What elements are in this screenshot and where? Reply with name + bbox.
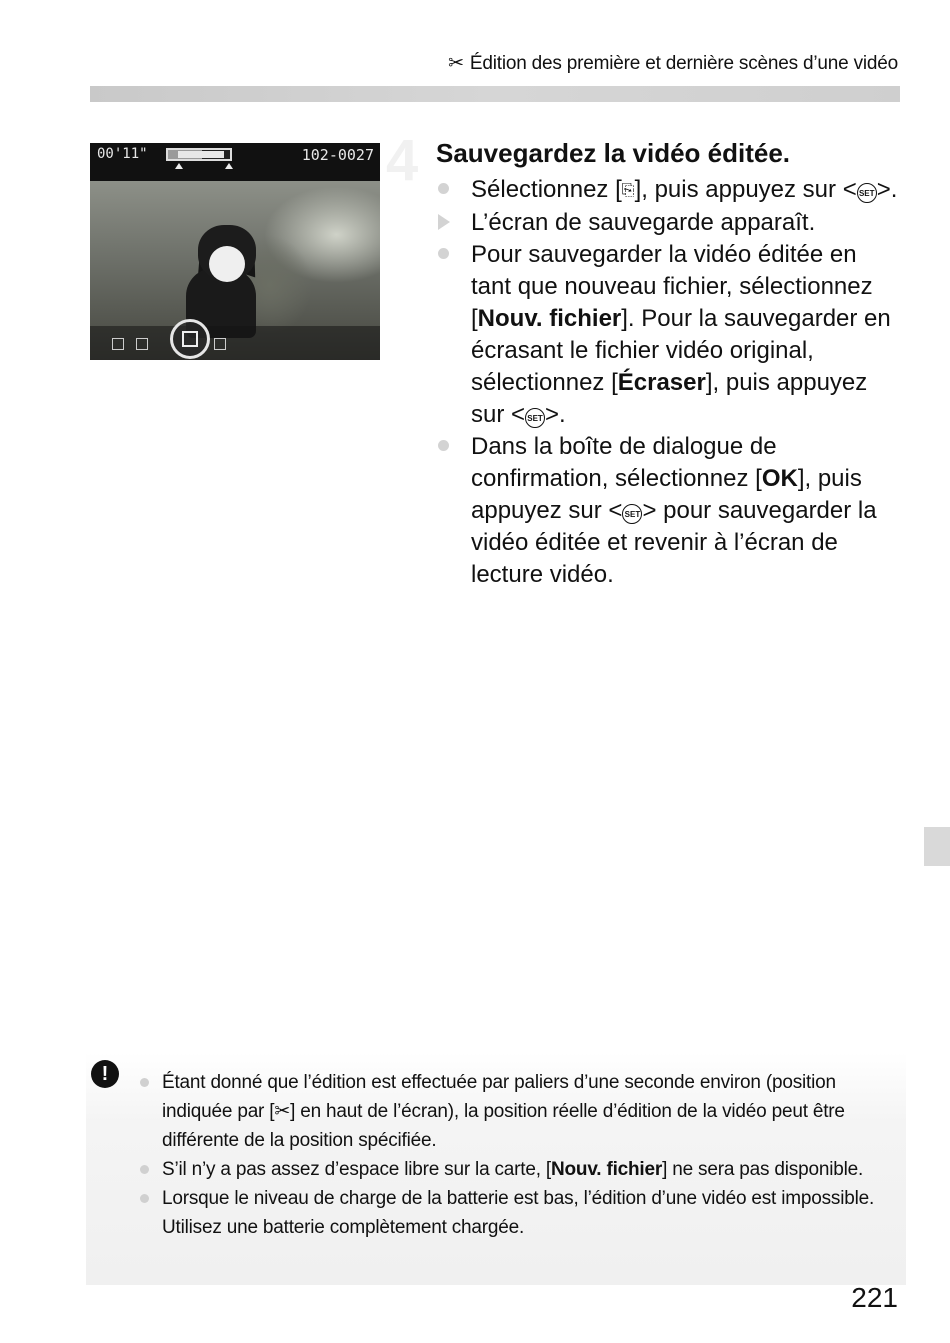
scissors-icon: ✂ bbox=[448, 53, 464, 74]
caution-icon: ! bbox=[91, 1060, 119, 1088]
set-button-icon: SET bbox=[622, 504, 642, 524]
bullet-item: L’écran de sauvegarde apparaît. bbox=[438, 207, 898, 239]
save-icon: ⎘ bbox=[621, 182, 635, 199]
section-title: Édition des première et dernière scènes d’une vidéo bbox=[469, 53, 898, 74]
edit-start-marker bbox=[175, 163, 183, 169]
step-title: Sauvegardez la vidéo éditée. bbox=[436, 138, 791, 168]
set-button-icon: SET bbox=[857, 183, 877, 203]
bullet-dot-icon bbox=[140, 1078, 149, 1087]
dog-face bbox=[209, 246, 245, 282]
page-number: 221 bbox=[851, 1282, 898, 1313]
screen-control-bar bbox=[90, 326, 380, 360]
header-divider-bar bbox=[90, 86, 900, 102]
cut-end-icon bbox=[136, 338, 148, 350]
cut-start-icon bbox=[112, 338, 124, 350]
set-button-icon: SET bbox=[525, 408, 545, 428]
caution-item: Lorsque le niveau de charge de la batterie est bas, l’édition d’une vidéo est impossible. Utilisez une batterie complètement chargée. bbox=[137, 1184, 887, 1242]
exit-icon bbox=[214, 338, 226, 350]
camera-screen-illustration bbox=[90, 143, 380, 360]
edit-selection-range bbox=[178, 151, 224, 158]
step-bullets bbox=[438, 174, 898, 591]
bullet-item: Dans la boîte de dialogue de confirmation, sélectionnez [OK], puis appuyez sur < SET> pour sauvegarder la vidéo éditée et revenir à l’écran de lecture vidéo. bbox=[438, 431, 898, 591]
bullet-dot-icon bbox=[438, 183, 449, 194]
step-number: 4 bbox=[386, 128, 419, 193]
scissors-icon: ✂ bbox=[274, 1101, 291, 1122]
save-option-highlight bbox=[170, 319, 210, 359]
caution-item: S’il n’y a pas assez d’espace libre sur la carte, [Nouv. fichier] ne sera pas disponible. bbox=[137, 1155, 887, 1184]
bullet-item: Pour sauvegarder la vidéo éditée en tant que nouveau fichier, sélectionnez [Nouv. fichier]. Pour la sauvegarder en écrasant le fichier vidéo original, sélectionnez [Écraser], puis appuyez sur < SET>. bbox=[438, 239, 898, 431]
bullet-dot-icon bbox=[140, 1165, 149, 1174]
bullet-dot-icon bbox=[438, 440, 449, 451]
caution-item: Étant donné que l’édition est effectuée par paliers d’une seconde environ (position indiquée par [✂] en haut de l’écran), la position réelle d’édition de la vidéo peut être différente de la position spécifiée. bbox=[137, 1068, 887, 1155]
bullet-item: Sélectionnez [⎘], puis appuyez sur < SET>. bbox=[438, 174, 898, 207]
bullet-dot-icon bbox=[438, 248, 449, 259]
chapter-thumb-tab bbox=[924, 827, 950, 866]
screen-top-bar bbox=[90, 143, 380, 181]
caution-list bbox=[137, 1068, 887, 1242]
edit-progress-bar bbox=[166, 148, 232, 161]
save-icon bbox=[182, 331, 198, 347]
running-header bbox=[448, 52, 898, 75]
playback-time: 00'11" bbox=[97, 146, 148, 162]
bullet-arrow-icon bbox=[438, 214, 450, 230]
edit-end-marker bbox=[225, 163, 233, 169]
file-number: 102-0027 bbox=[301, 146, 374, 164]
bullet-dot-icon bbox=[140, 1194, 149, 1203]
